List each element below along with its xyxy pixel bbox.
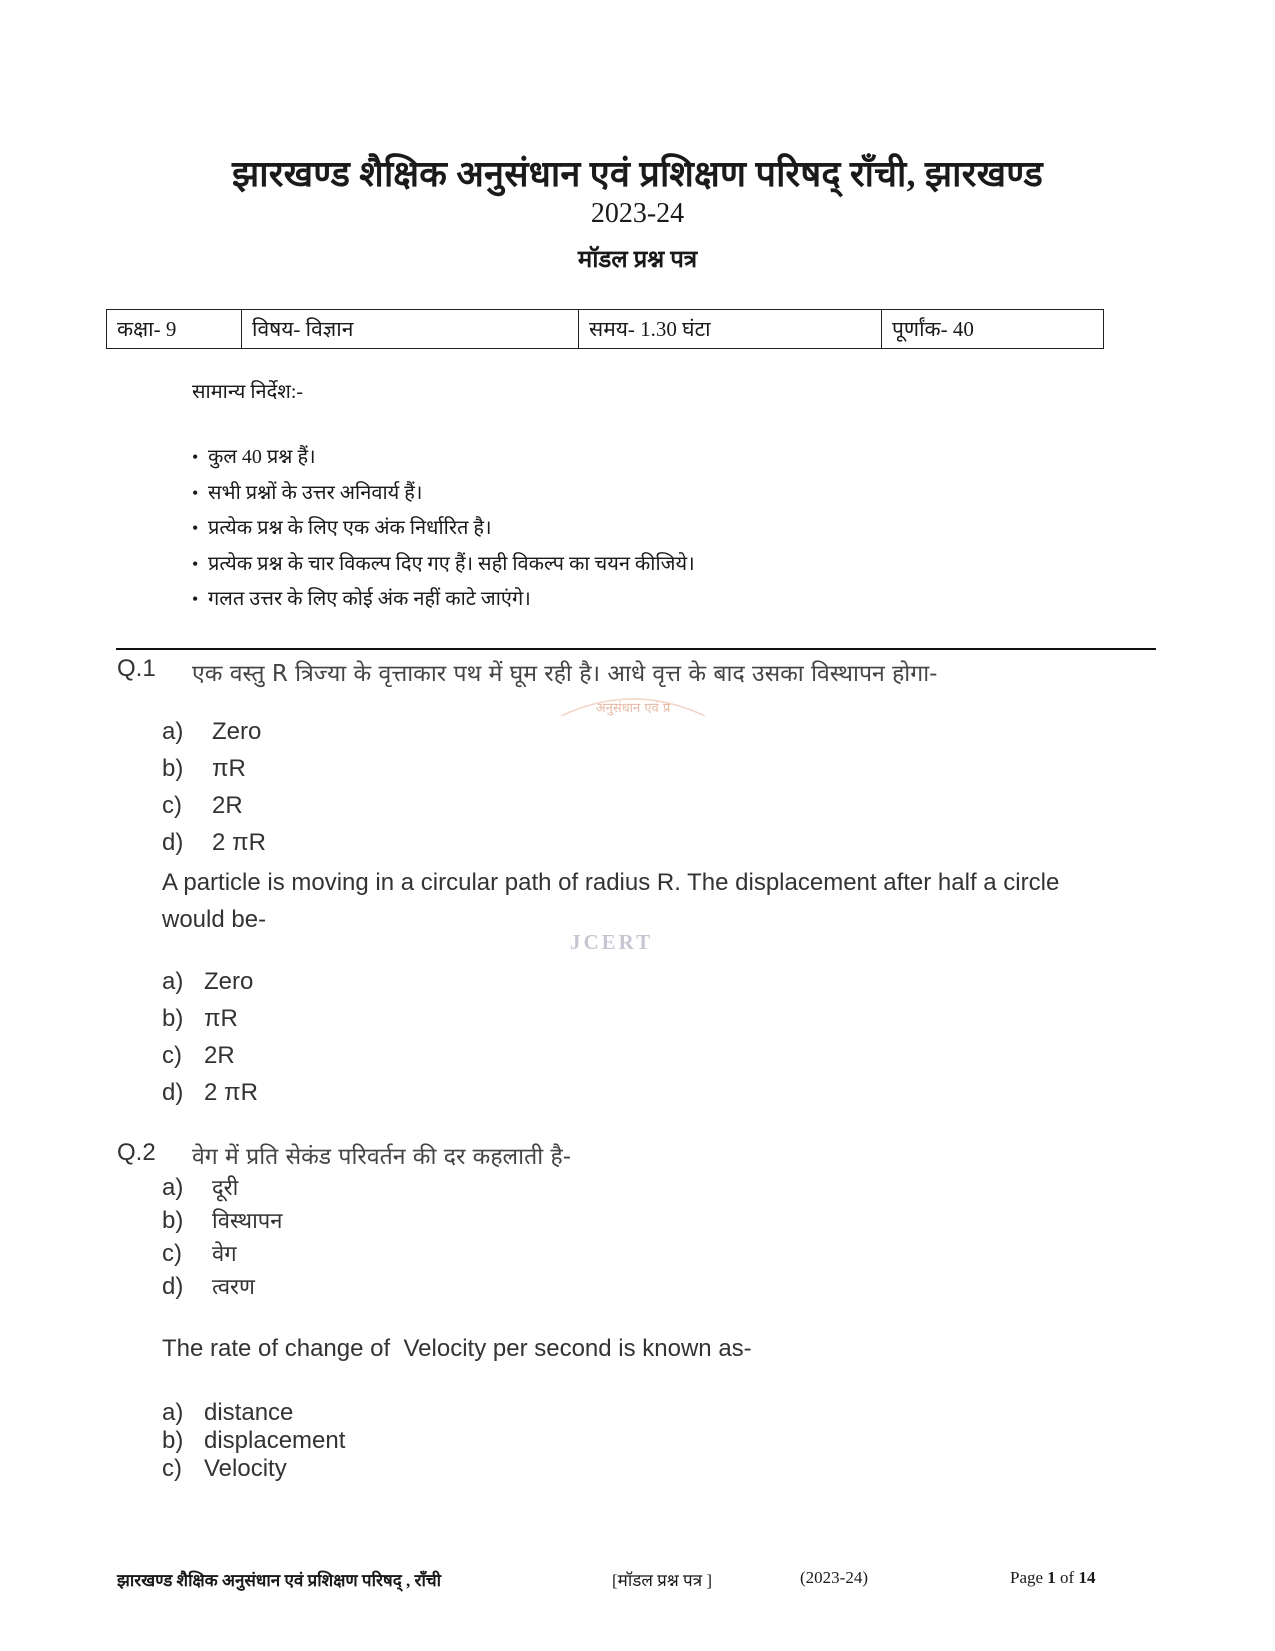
instruction-item: • कुल 40 प्रश्न हैं।: [192, 440, 695, 476]
question-text-hindi: एक वस्तु R त्रिज्या के वृत्ताकार पथ में घूम रही है। आधे वृत्त के बाद उसका विस्थापन होगा-: [192, 661, 938, 687]
bullet-icon: •: [192, 518, 199, 538]
bullet-icon: •: [192, 589, 199, 609]
option-item: b) displacement: [162, 1427, 346, 1454]
class-cell: कक्षा- 9: [107, 310, 242, 349]
option-item: b) विस्थापन: [162, 1207, 283, 1234]
option-item: b) πR: [162, 1005, 238, 1032]
document-header: [0, 148, 1275, 197]
option-item: d) 2 πR: [162, 1079, 258, 1106]
exam-info-row: [107, 310, 1104, 349]
exam-info-table: [106, 309, 1104, 349]
subject-cell: विषय- विज्ञान: [242, 310, 579, 349]
instructions-title: सामान्य निर्देश:-: [192, 381, 304, 403]
section-divider: [116, 648, 1156, 650]
option-item: a) Zero: [162, 968, 254, 995]
question-number: Q.2: [117, 1139, 156, 1166]
option-item: d) 2 πR: [162, 829, 266, 856]
option-item: c) Velocity: [162, 1455, 287, 1482]
question-text-english: A particle is moving in a circular path of radius R. The displacement after half a circle would be-: [162, 869, 1060, 933]
option-item: c) 2R: [162, 1042, 235, 1069]
question-text-hindi: वेग में प्रति सेकंड परिवर्तन की दर कहलाती है-: [192, 1144, 571, 1170]
bullet-icon: •: [192, 447, 199, 467]
page-indicator: Page 1 of 14: [1010, 1568, 1096, 1587]
page-subtitle: मॉडल प्रश्न पत्र: [577, 247, 698, 273]
footer-org: झारखण्ड शैक्षिक अनुसंधान एवं प्रशिक्षण परिषद् , राँची: [117, 1571, 442, 1590]
page-title: झारखण्ड शैक्षिक अनुसंधान एवं प्रशिक्षण परिषद् राँची, झारखण्ड: [232, 154, 1043, 194]
instruction-item: • प्रत्येक प्रश्न के लिए एक अंक निर्धारित है।: [192, 511, 695, 547]
option-item: c) 2R: [162, 792, 243, 819]
jcert-logo-watermark: JCERT: [570, 930, 654, 954]
instructions-list: [192, 440, 695, 618]
option-item: b) πR: [162, 755, 246, 782]
time-cell: समय- 1.30 घंटा: [579, 310, 882, 349]
instruction-item: • प्रत्येक प्रश्न के चार विकल्प दिए गए हैं। सही विकल्प का चयन कीजिये।: [192, 547, 695, 583]
option-item: a) Zero: [162, 718, 262, 745]
option-item: a) दूरी: [162, 1174, 239, 1201]
question-number: Q.1: [117, 655, 156, 682]
stamp-watermark-icon: [553, 688, 713, 716]
footer-paper: [मॉडल प्रश्न पत्र ]: [612, 1571, 712, 1590]
question-text-english: The rate of change of Velocity per second is known as-: [162, 1335, 752, 1362]
marks-cell: पूर्णांक- 40: [882, 310, 1104, 349]
option-item: c) वेग: [162, 1240, 237, 1267]
bullet-icon: •: [192, 482, 199, 503]
stamp-text: अनुसंधान एवं प्र: [595, 701, 671, 716]
option-item: a) distance: [162, 1399, 294, 1426]
instruction-item: • सभी प्रश्नों के उत्तर अनिवार्य हैं।: [192, 476, 695, 512]
footer-year: (2023-24): [800, 1568, 868, 1587]
academic-year: 2023-24: [590, 198, 685, 229]
instruction-item: • गलत उत्तर के लिए कोई अंक नहीं काटे जाएंगे।: [192, 582, 695, 618]
bullet-icon: •: [192, 553, 199, 574]
option-item: d) त्वरण: [162, 1273, 255, 1300]
